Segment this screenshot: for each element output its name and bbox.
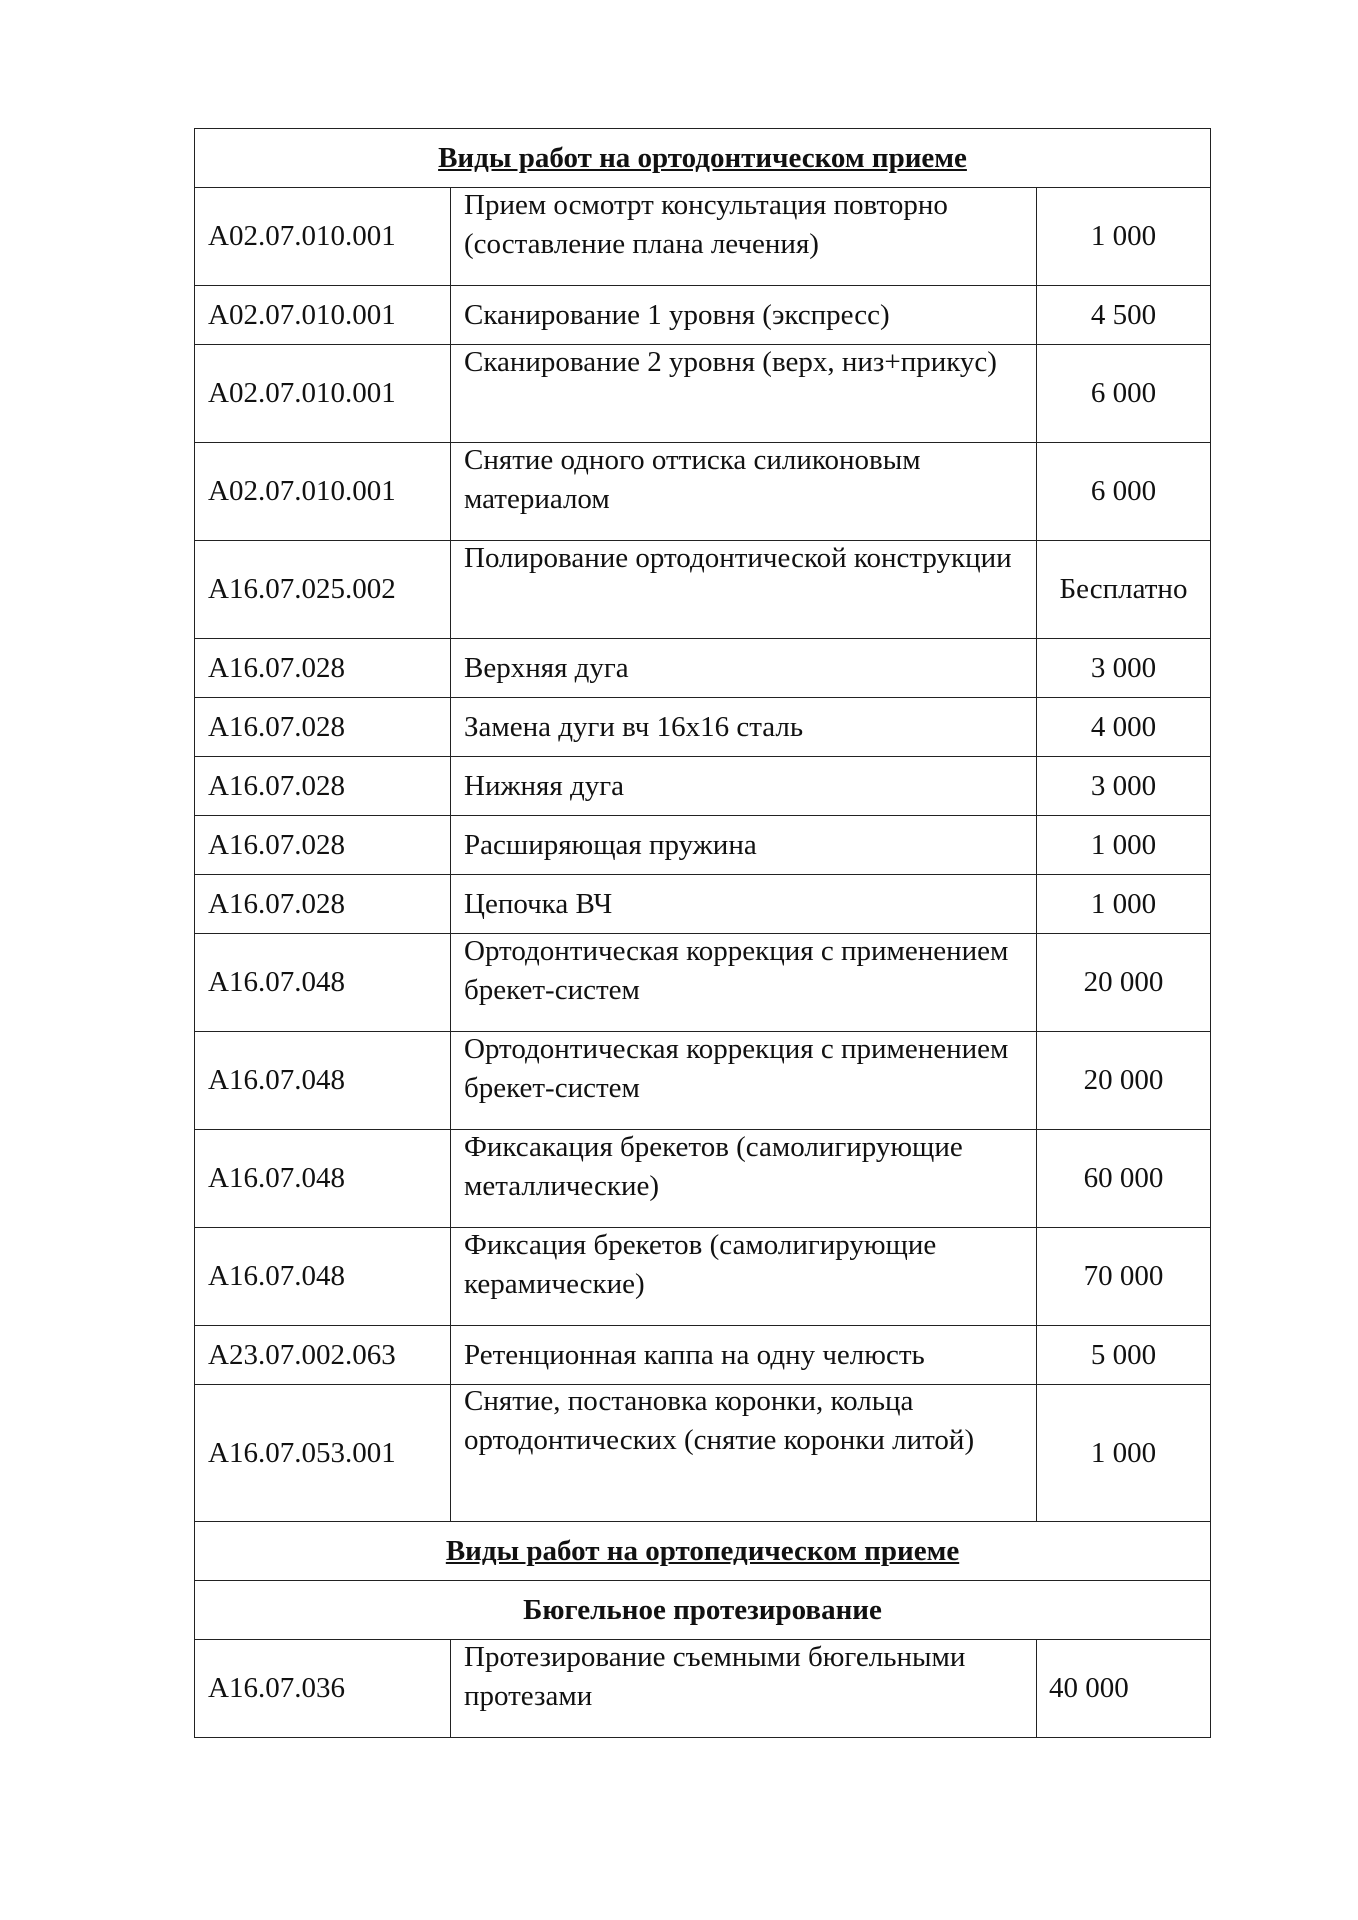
clasp-prosthetics-title: Бюгельное протезирование: [195, 1581, 1211, 1640]
service-price: 6 000: [1037, 443, 1211, 541]
service-price: 4 500: [1037, 286, 1211, 345]
orthodontic-section-title: Виды работ на ортодонтическом приеме: [195, 129, 1211, 188]
service-price: 1 000: [1037, 188, 1211, 286]
table-row: [195, 345, 1211, 443]
section-header-row: [195, 1522, 1211, 1581]
service-price: 5 000: [1037, 1326, 1211, 1385]
table-row: [195, 1385, 1211, 1522]
service-name: Снятие одного оттиска силиконовым материалом: [451, 443, 1037, 541]
orthopedic-section-title: Виды работ на ортопедическом приеме: [195, 1522, 1211, 1581]
table-row: [195, 541, 1211, 639]
service-name: Протезирование съемными бюгельными протезами: [451, 1640, 1037, 1738]
service-code: A16.07.048: [195, 1228, 451, 1326]
service-code: A16.07.036: [195, 1640, 451, 1738]
service-code: A16.07.025.002: [195, 541, 451, 639]
service-code: A16.07.048: [195, 1032, 451, 1130]
service-price: 3 000: [1037, 639, 1211, 698]
service-code: A16.07.028: [195, 639, 451, 698]
service-name: Фиксация брекетов (самолигирующие керамические): [451, 1228, 1037, 1326]
service-name: Прием осмотрт консультация повторно (составление плана лечения): [451, 188, 1037, 286]
table-row: [195, 1130, 1211, 1228]
service-name: Ортодонтическая коррекция с применением брекет-систем: [451, 934, 1037, 1032]
table-row: [195, 1326, 1211, 1385]
table-row: [195, 816, 1211, 875]
service-name: Ортодонтическая коррекция с применением брекет-систем: [451, 1032, 1037, 1130]
section-header-row: [195, 129, 1211, 188]
table-row: [195, 443, 1211, 541]
service-code: A16.07.028: [195, 698, 451, 757]
price-list-table: [194, 128, 1211, 1738]
table-row: [195, 1640, 1211, 1738]
service-code: A02.07.010.001: [195, 345, 451, 443]
service-code: A16.07.048: [195, 934, 451, 1032]
service-price: 3 000: [1037, 757, 1211, 816]
table-row: [195, 934, 1211, 1032]
service-name: Сканирование 2 уровня (верх, низ+прикус): [451, 345, 1037, 443]
table-row: [195, 286, 1211, 345]
service-name: Замена дуги вч 16х16 сталь: [451, 698, 1037, 757]
service-price: 1 000: [1037, 816, 1211, 875]
service-name: Цепочка ВЧ: [451, 875, 1037, 934]
service-code: A02.07.010.001: [195, 286, 451, 345]
service-code: A02.07.010.001: [195, 188, 451, 286]
table-row: [195, 1032, 1211, 1130]
service-code: A16.07.028: [195, 875, 451, 934]
service-code: A16.07.028: [195, 757, 451, 816]
service-code: A23.07.002.063: [195, 1326, 451, 1385]
service-name: Полирование ортодонтической конструкции: [451, 541, 1037, 639]
service-code: A16.07.053.001: [195, 1385, 451, 1522]
service-name: Ретенционная каппа на одну челюсть: [451, 1326, 1037, 1385]
service-price: 20 000: [1037, 934, 1211, 1032]
table-row: [195, 757, 1211, 816]
service-name: Нижняя дуга: [451, 757, 1037, 816]
table-row: [195, 188, 1211, 286]
service-price: 1 000: [1037, 875, 1211, 934]
service-code: A16.07.028: [195, 816, 451, 875]
table-row: [195, 639, 1211, 698]
table-row: [195, 875, 1211, 934]
subsection-header-row: [195, 1581, 1211, 1640]
service-price: 60 000: [1037, 1130, 1211, 1228]
service-code: A16.07.048: [195, 1130, 451, 1228]
service-price: 4 000: [1037, 698, 1211, 757]
service-code: A02.07.010.001: [195, 443, 451, 541]
service-price: 20 000: [1037, 1032, 1211, 1130]
service-price: 70 000: [1037, 1228, 1211, 1326]
service-name: Фиксакация брекетов (самолигирующие металлические): [451, 1130, 1037, 1228]
service-price: Бесплатно: [1037, 541, 1211, 639]
service-price: 6 000: [1037, 345, 1211, 443]
service-price: 40 000: [1037, 1640, 1211, 1738]
service-name: Снятие, постановка коронки, кольца ортодонтических (снятие коронки литой): [451, 1385, 1037, 1522]
service-price: 1 000: [1037, 1385, 1211, 1522]
service-name: Верхняя дуга: [451, 639, 1037, 698]
service-name: Расширяющая пружина: [451, 816, 1037, 875]
table-row: [195, 1228, 1211, 1326]
table-row: [195, 698, 1211, 757]
service-name: Сканирование 1 уровня (экспресс): [451, 286, 1037, 345]
